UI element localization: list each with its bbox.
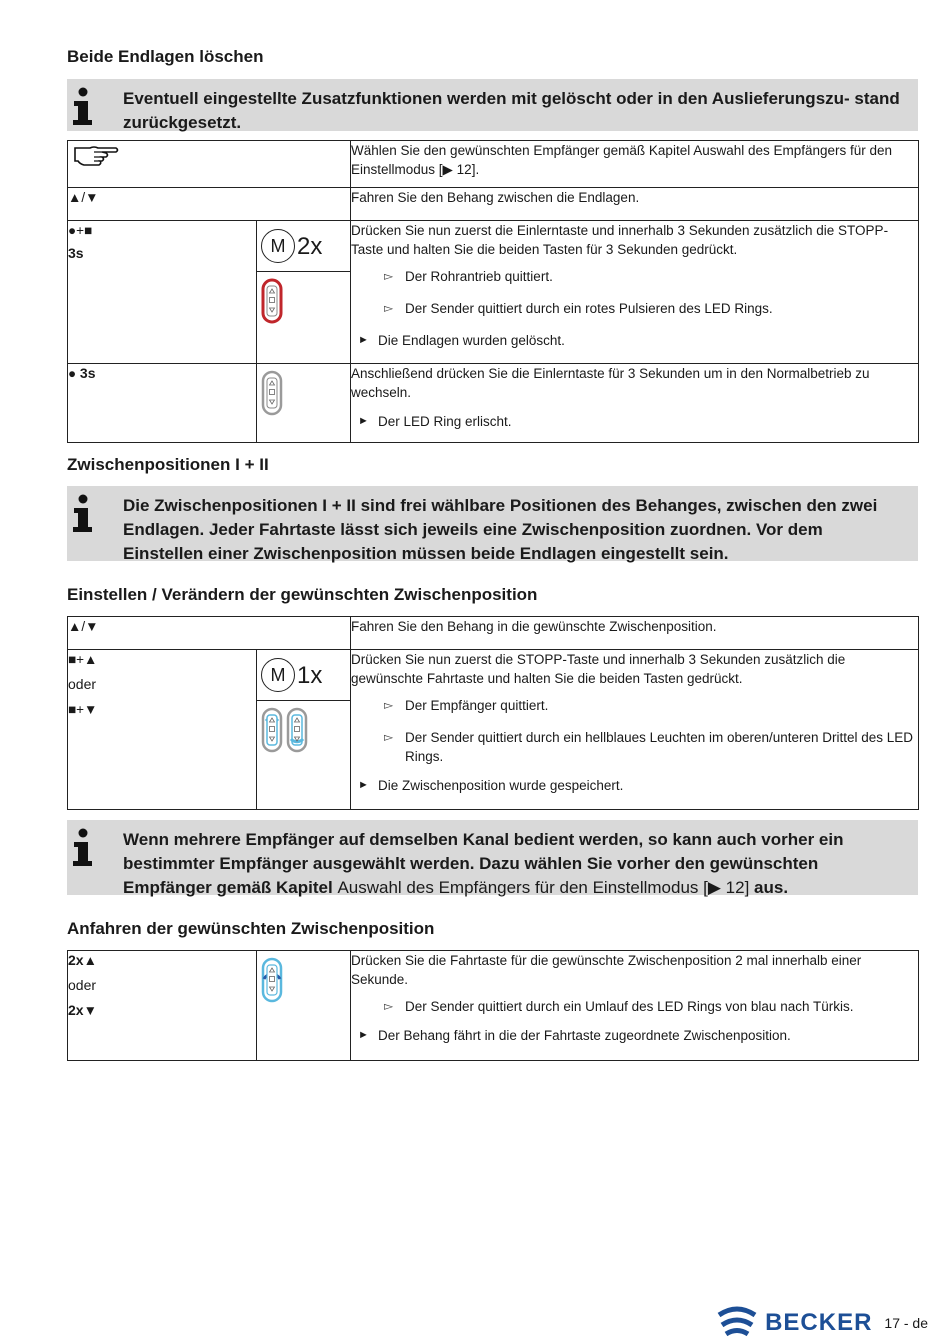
result-item: ► Die Zwischenposition wurde gespeichert. xyxy=(358,778,624,793)
info-text-reference: Auswahl des Empfängers für den Einstellmodus [▶ 12] xyxy=(337,878,750,897)
sub-item: ▻ Der Sender quittiert durch ein hellblaues Leuchten im oberen/unteren Drittel des LED Rings. xyxy=(384,730,914,764)
section-heading: Einstellen / Verändern der gewünschten Zwischenposition xyxy=(67,585,538,604)
info-box xyxy=(67,79,918,131)
becker-logo-icon xyxy=(717,1305,757,1341)
table-row xyxy=(68,141,919,188)
remote-control-icon xyxy=(261,707,283,753)
info-icon xyxy=(71,828,93,868)
remote-control-icon xyxy=(261,370,283,416)
step-description: Anschließend drücken Sie die Einlerntaste für 3 Sekunden um in den Normalbetrieb zu wechseln. xyxy=(351,366,870,400)
instruction-table xyxy=(67,140,919,443)
result-item: ► Die Endlagen wurden gelöscht. xyxy=(358,333,565,348)
pointing-hand-icon xyxy=(72,143,120,169)
step-description: Drücken Sie nun zuerst die Einlerntaste und innerhalb 3 Sekunden zusätzlich die STOPP-Taste und halten Sie die beiden Tasten für 3 Sekunden gedrückt. xyxy=(351,223,889,257)
remote-control-icon xyxy=(261,957,283,1003)
info-icon xyxy=(71,87,93,127)
info-text: Wenn mehrere Empfänger auf demselben Kanal bedient werden, so kann auch vorher ein bestimmter Empfänger ausgewählt werden. Dazu wählen Sie vorher den gewünschten Empfänger gemäß Kapitel xyxy=(123,830,844,897)
info-text: Die Zwischenpositionen I + II sind frei wählbare Positionen des Behanges, zwischen den zwei Endlagen. Jeder Fahrtaste lässt sich jeweils eine Zwischenposition zuordnen. Vor dem Einstellen einer Zwischenposition müssen beide Endlagen eingestellt sein. xyxy=(123,496,878,563)
sub-item: ▻ Der Empfänger quittiert. xyxy=(384,698,549,713)
step-description: Fahren Sie den Behang in die gewünschte Zwischenposition. xyxy=(351,619,717,634)
stop-down-symbol: ■+▼ xyxy=(68,702,98,717)
instruction-table xyxy=(67,616,919,810)
table-row xyxy=(68,221,919,364)
remote-control-icon xyxy=(261,278,283,324)
remote-control-icon xyxy=(286,707,308,753)
info-text: Eventuell eingestellte Zusatzfunktionen werden mit gelöscht oder in den Auslieferungszu- stand zurückgesetzt. xyxy=(123,89,900,132)
step-description: Drücken Sie nun zuerst die STOPP-Taste und innerhalb 3 Sekunden zusätzlich die gewünschte Fahrtaste und halten Sie die beiden Tasten gedrückt. xyxy=(351,652,846,686)
table-row xyxy=(68,188,919,221)
double-press-up: 2x▲ xyxy=(68,952,97,968)
section-heading: Zwischenpositionen I + II xyxy=(67,455,269,474)
table-row xyxy=(68,617,919,650)
instruction-table xyxy=(67,950,919,1061)
table-row xyxy=(68,951,919,1061)
info-box xyxy=(67,820,918,895)
oder-label: oder xyxy=(68,977,97,993)
brand-name: BECKER xyxy=(765,1309,873,1336)
section-heading: Anfahren der gewünschten Zwischenposition xyxy=(67,919,435,938)
duration-label: 3s xyxy=(68,245,84,261)
motor-acknowledge-icon: M 2x xyxy=(261,229,322,263)
info-box xyxy=(67,486,918,561)
learn-symbol: ● xyxy=(68,366,77,381)
info-icon xyxy=(71,494,93,534)
page-footer xyxy=(717,1305,928,1341)
sub-item: ▻ Der Rohrantrieb quittiert. xyxy=(384,269,553,284)
step-description: Fahren Sie den Behang zwischen die Endlagen. xyxy=(351,190,640,205)
table-row xyxy=(68,364,919,443)
sub-item: ▻ Der Sender quittiert durch ein Umlauf des LED Rings von blau nach Türkis. xyxy=(384,999,854,1014)
up-down-arrows-icon: ▲/▼ xyxy=(68,190,99,205)
learn-stop-symbol: ●+■ xyxy=(68,223,93,238)
duration-label: 3s xyxy=(79,365,96,381)
step-description: Wählen Sie den gewünschten Empfänger gemäß Kapitel Auswahl des Empfängers für den Einstellmodus [▶ 12]. xyxy=(351,143,893,177)
sub-item: ▻ Der Sender quittiert durch ein rotes Pulsieren des LED Rings. xyxy=(384,301,773,316)
result-item: ► Der LED Ring erlischt. xyxy=(358,414,512,429)
oder-label: oder xyxy=(68,676,97,692)
page-number: 17 - de xyxy=(884,1315,928,1331)
table-row xyxy=(68,650,919,810)
result-item: ► Der Behang fährt in die der Fahrtaste zugeordnete Zwischenposition. xyxy=(358,1028,791,1043)
section-heading: Beide Endlagen löschen xyxy=(67,47,264,66)
step-description: Drücken Sie die Fahrtaste für die gewünschte Zwischenposition 2 mal innerhalb einer Sekunde. xyxy=(351,953,862,987)
up-down-arrows-icon: ▲/▼ xyxy=(68,619,99,634)
double-press-down: 2x▼ xyxy=(68,1002,97,1018)
stop-up-symbol: ■+▲ xyxy=(68,652,98,667)
motor-acknowledge-icon: M 1x xyxy=(261,658,322,692)
info-text-end: aus. xyxy=(754,878,789,897)
